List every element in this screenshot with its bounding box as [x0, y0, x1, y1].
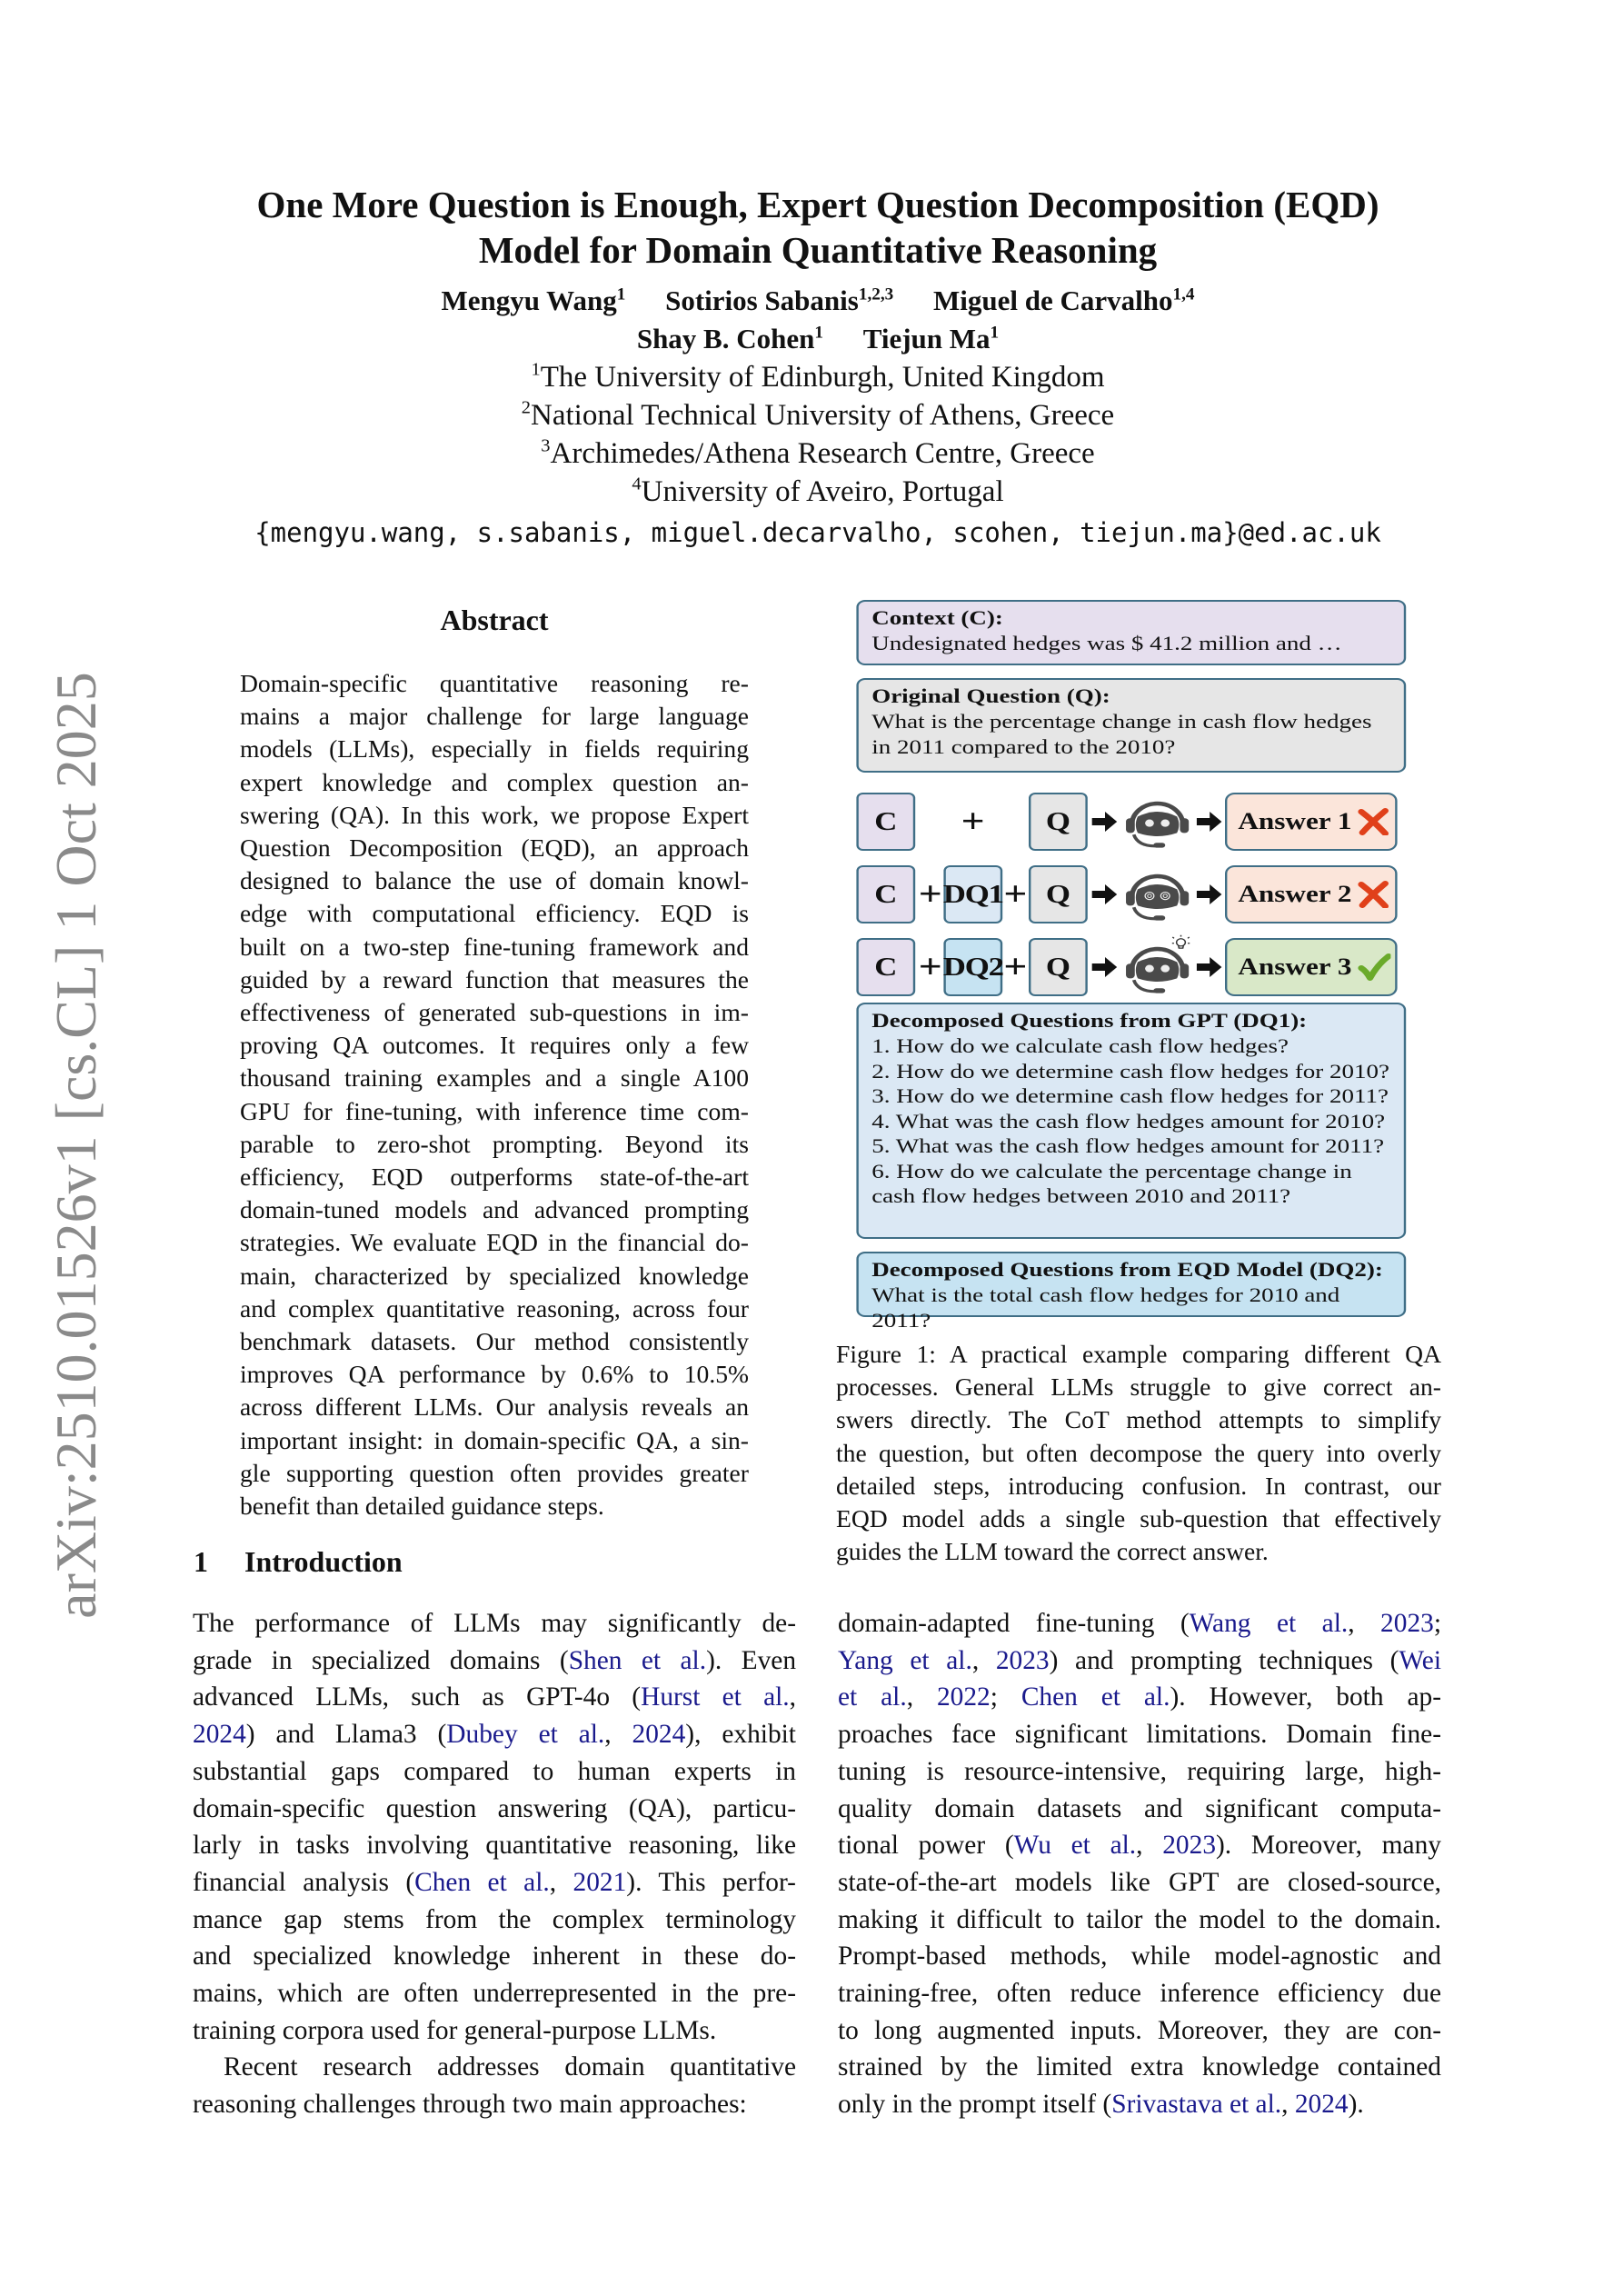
question-tile: Q: [1029, 865, 1088, 923]
arrow-right-icon: [1092, 793, 1119, 851]
author-row-1: [182, 282, 1454, 320]
text-line: proving QA outcomes. It requires only a few: [240, 1031, 749, 1060]
text-line: detailed steps, introducing confusion. In contrast, our: [836, 1471, 1441, 1500]
introduction-left-column: [193, 1605, 796, 2123]
citation-link[interactable]: 2023: [995, 1645, 1050, 1675]
dq2-text: What is the total cash flow hedges for 2010 and 2011?: [871, 1283, 1340, 1332]
author: Mengyu Wang$^1$: [441, 285, 626, 316]
text-run: ).: [1348, 2090, 1364, 2120]
affiliation: $^4$University of Aveiro, Portugal: [632, 474, 1004, 508]
author: Miguel de Carvalho$^{1,4}$: [933, 285, 1195, 316]
text-line: [193, 1679, 796, 1716]
text-line: important insight: in domain-specific QA, a sin-: [240, 1425, 749, 1454]
dq1-item: 2. How do we determine cash flow hedges for 2010?: [871, 1059, 1390, 1083]
answer-box: [1225, 938, 1398, 996]
text-line: gle supporting question often provides greater: [240, 1458, 749, 1487]
arrow-right-icon: [1197, 793, 1223, 851]
text-run: ,: [1348, 1609, 1381, 1638]
text-run: domain-adapted fine-tuning (: [838, 1609, 1190, 1638]
context-tile: C: [856, 865, 915, 923]
text-line: [838, 2049, 1441, 2086]
text-line: [193, 1902, 796, 1939]
text-run: training-free, often reduce inference efficiency due: [838, 1979, 1441, 2009]
text-line: [838, 2012, 1441, 2050]
text-line: strategies. We evaluate EQD in the financial do-: [240, 1228, 749, 1257]
citation-link[interactable]: 2023: [1162, 1831, 1217, 1861]
text-line: [193, 2049, 796, 2086]
figure-1-qa-comparison: [854, 591, 1530, 1336]
text-line: [193, 1753, 796, 1791]
text-run: ,: [906, 1682, 937, 1712]
text-run: ;: [1433, 1609, 1441, 1638]
text-line: [838, 1716, 1441, 1753]
eqd-decomposed-question-box: [856, 1252, 1406, 1332]
text-run: strained by the limited extra knowledge contained: [838, 2052, 1441, 2082]
text-line: domain-tuned models and advanced prompting: [240, 1195, 749, 1224]
text-run: mains, which are often underrepresented in the pre-: [193, 1979, 796, 2009]
robot-confused-icon: [1118, 860, 1196, 925]
text-line: [838, 2086, 1441, 2123]
title-block: [182, 182, 1454, 553]
plus-sign: +: [1003, 875, 1028, 913]
gpt-decomposed-questions-box: [856, 1003, 1406, 1239]
plus-sign: +: [918, 948, 942, 986]
text-run: ,: [789, 1682, 796, 1712]
text-run: ). This perfor-: [626, 1867, 796, 1897]
figure-1-caption: [836, 1338, 1441, 1568]
text-line: [838, 1642, 1441, 1680]
dq1-item: 4. What was the cash flow hedges amount for 2010?: [871, 1109, 1386, 1133]
introduction-right-column: [838, 1605, 1441, 2123]
text-line: models (LLMs), especially in fields requiring: [240, 734, 749, 764]
citation-link[interactable]: 2022: [936, 1682, 991, 1712]
answer-label: Answer 2: [1238, 881, 1352, 907]
plus-sign: +: [961, 803, 985, 841]
citation-link[interactable]: Wei: [1399, 1645, 1442, 1675]
text-line: [193, 1938, 796, 1975]
dq1-item: 5. What was the cash flow hedges amount for 2011?: [871, 1134, 1385, 1157]
text-run: domain-specific question answering (QA), particu-: [193, 1793, 796, 1823]
text-line: main, characterized by specialized knowledge: [240, 1261, 749, 1290]
lightbulb-icon: [1172, 935, 1190, 948]
question-tile: Q: [1029, 793, 1088, 851]
context-tile: C: [856, 793, 915, 851]
text-line: Domain-specific quantitative reasoning re-: [240, 669, 749, 697]
author-list: [182, 282, 1454, 358]
text-line: [838, 1605, 1441, 1642]
text-line: [193, 2086, 796, 2123]
dq1-heading: Decomposed Questions from GPT (DQ1):: [871, 1009, 1308, 1032]
text-run: training corpora used for general-purpose LLMs.: [193, 2015, 717, 2045]
text-line: built on a two-step fine-tuning framework and: [240, 932, 749, 961]
citation-link[interactable]: 2021: [573, 1867, 627, 1897]
text-run: ,: [1281, 2090, 1295, 2120]
text-line: [838, 1938, 1441, 1975]
affiliation: $^1$The University of Edinburgh, United Kingdom: [531, 359, 1105, 394]
text-run: ,: [971, 1645, 996, 1675]
text-run: substantial gaps compared to human experts in: [193, 1756, 796, 1786]
citation-link[interactable]: Wu et al.: [1013, 1831, 1137, 1861]
text-line: guided by a reward function that measures the: [240, 964, 749, 993]
text-run: grade in specialized domains (: [193, 1645, 569, 1675]
check-mark-icon: [1359, 953, 1389, 981]
citation-link[interactable]: et al.: [838, 1682, 907, 1712]
text-line: parable to zero-shot prompting. Beyond its: [240, 1129, 749, 1158]
original-question-box: [856, 678, 1406, 773]
text-line: Figure 1: A practical example comparing different QA: [836, 1340, 1441, 1368]
text-line: swers directly. The CoT method attempts to simplify: [836, 1405, 1441, 1434]
text-line: EQD model adds a single sub-question that effectively: [836, 1504, 1441, 1533]
text-run: proaches face significant limitations. Domain fine-: [838, 1720, 1441, 1750]
text-run: ). Moreover, many: [1216, 1831, 1441, 1861]
text-line: swering (QA). In this work, we propose Expert: [240, 800, 749, 829]
answer-label: Answer 1: [1238, 808, 1352, 834]
text-line: improves QA performance by 0.6% to 10.5%: [240, 1360, 749, 1389]
question-tile: Q: [1029, 938, 1088, 996]
text-line: GPU for fine-tuning, with inference time com-: [240, 1096, 749, 1125]
citation-link[interactable]: Yang et al.: [838, 1645, 972, 1675]
text-line: [838, 1753, 1441, 1791]
text-run: tuning is resource-intensive, requiring large, high-: [838, 1756, 1441, 1786]
affiliation: $^2$National Technical University of Athens, Greece: [521, 397, 1115, 432]
text-run: ), exhibit: [685, 1720, 796, 1750]
text-run: ,: [604, 1720, 632, 1750]
text-line: [838, 1975, 1441, 2012]
section-title: Introduction: [244, 1545, 403, 1578]
text-run: Prompt-based methods, while model-agnostic and: [838, 1942, 1441, 1972]
text-run: ). Even: [706, 1645, 797, 1675]
text-run: tional power (: [838, 1831, 1014, 1861]
context-box: [856, 600, 1406, 665]
text-line: expert knowledge and complex question an-: [240, 767, 749, 796]
text-line: [838, 1902, 1441, 1939]
decomposed-question-tile: DQ1: [943, 865, 1002, 923]
section-heading-introduction: [194, 1545, 403, 1579]
plus-sign: +: [1003, 948, 1028, 986]
abstract-body: [240, 667, 749, 1522]
author: Tiejun Ma$^1$: [862, 323, 1000, 354]
author-row-2: [182, 320, 1454, 358]
arrow-right-icon: [1092, 938, 1119, 996]
plus-sign: +: [918, 875, 942, 913]
citation-link[interactable]: Hurst et al.: [641, 1682, 790, 1712]
arrow-right-icon: [1092, 865, 1119, 923]
text-run: quality domain datasets and significant computa-: [838, 1793, 1441, 1823]
text-line: designed to balance the use of domain knowl-: [240, 866, 749, 895]
paper-title-line-2: Model for Domain Quantitative Reasoning: [478, 229, 1158, 271]
text-line: [193, 1827, 796, 1864]
section-number: 1: [194, 1545, 208, 1578]
dq1-item: 6. How do we calculate the percentage change in cash flow hedges between 2010 and 2011?: [871, 1159, 1352, 1207]
cross-mark-icon: [1359, 881, 1389, 908]
citation-link[interactable]: 2024: [193, 1720, 246, 1750]
text-line: processes. General LLMs struggle to give correct an-: [836, 1373, 1441, 1402]
text-line: the question, but often decompose the query into overly: [836, 1438, 1441, 1467]
paper-title-line-1: One More Question is Enough, Expert Question Decomposition (EQD): [256, 184, 1379, 225]
text-line: [193, 1642, 796, 1680]
author: Shay B. Cohen$^1$: [636, 323, 823, 354]
citation-link[interactable]: Chen et al.: [414, 1867, 550, 1897]
citation-link[interactable]: 2024: [632, 1720, 686, 1750]
text-line: [838, 1679, 1441, 1716]
text-run: ) and prompting techniques (: [1049, 1645, 1399, 1675]
text-line: across different LLMs. Our analysis reveals an: [240, 1393, 749, 1422]
abstract-heading: Abstract: [440, 604, 549, 636]
affiliation: $^3$Archimedes/Athena Research Centre, Greece: [541, 435, 1095, 470]
answer-box: [1225, 793, 1398, 851]
context-tile: C: [856, 938, 915, 996]
citation-link[interactable]: Chen et al.: [1021, 1682, 1170, 1712]
text-run: making it difficult to tailor the model to the domain.: [838, 1904, 1441, 1934]
citation-link[interactable]: 2023: [1380, 1609, 1434, 1638]
text-line: [838, 1827, 1441, 1864]
text-run: reasoning challenges through two main approaches:: [193, 2090, 747, 2120]
author: Sotirios Sabanis$^{1,2,3}$: [665, 285, 894, 316]
text-run: advanced LLMs, such as GPT-4o (: [193, 1682, 642, 1712]
answer-box: [1225, 865, 1398, 923]
dq1-item: 1. How do we calculate cash flow hedges?: [871, 1034, 1289, 1057]
dq2-heading: Decomposed Questions from EQD Model (DQ2):: [871, 1258, 1383, 1281]
citation-link[interactable]: Wang et al.: [1189, 1609, 1349, 1638]
context-text: Undesignated hedges was $ 41.2 million and …: [871, 632, 1342, 654]
text-run: The performance of LLMs may significantly de-: [193, 1609, 796, 1638]
dq1-item: 3. How do we determine cash flow hedges for 2011?: [871, 1084, 1389, 1107]
text-line: mains a major challenge for large language: [240, 702, 749, 731]
text-line: benefit than detailed guidance steps.: [240, 1492, 604, 1521]
text-line: [193, 1975, 796, 2012]
arrow-right-icon: [1197, 865, 1223, 923]
text-run: Recent research addresses domain quantitative: [224, 2052, 796, 2082]
question-text: What is the percentage change in cash flow hedges in 2011 compared to the 2010?: [871, 710, 1372, 758]
arxiv-identifier-stamp: arXiv:2510.01526v1 [cs.CL] 1 Oct 2025: [44, 672, 108, 1619]
citation-link[interactable]: Srivastava et al.: [1111, 2090, 1282, 2120]
text-line: efficiency, EQD outperforms state-of-the-art: [240, 1163, 749, 1192]
cross-mark-icon: [1359, 808, 1389, 835]
text-line: benchmark datasets. Our method consistently: [240, 1327, 749, 1356]
text-line: [838, 1791, 1441, 1828]
text-run: ;: [990, 1682, 1021, 1712]
text-line: edge with computational efficiency. EQD is: [240, 899, 749, 928]
text-line: thousand training examples and a single A100: [240, 1063, 749, 1093]
text-run: larly in tasks involving quantitative reasoning, like: [193, 1831, 796, 1861]
citation-link[interactable]: Dubey et al.: [446, 1720, 605, 1750]
text-run: state-of-the-art models like GPT are closed-source,: [838, 1867, 1441, 1897]
text-run: ,: [1136, 1831, 1163, 1861]
text-line: [193, 1716, 796, 1753]
text-line: effectiveness of generated sub-questions in im-: [240, 998, 749, 1027]
text-line: [193, 1791, 796, 1828]
text-run: ). However, both ap-: [1170, 1682, 1441, 1712]
robot-headset-icon: [1118, 787, 1196, 853]
text-line: [193, 1864, 796, 1902]
text-line: guides the LLM toward the correct answer.: [836, 1537, 1269, 1566]
robot-lightbulb-icon: [1118, 933, 1196, 998]
text-line: [193, 2012, 796, 2050]
arrow-right-icon: [1197, 938, 1223, 996]
text-line: Question Decomposition (EQD), an approach: [240, 834, 749, 863]
answer-label: Answer 3: [1238, 953, 1352, 980]
text-run: mance gap stems from the complex terminology: [193, 1904, 796, 1934]
text-line: [193, 1605, 796, 1642]
decomposed-question-tile: DQ2: [943, 938, 1002, 996]
text-line: [838, 1864, 1441, 1902]
context-heading: Context (C):: [871, 606, 1003, 629]
citation-link[interactable]: Shen et al.: [568, 1645, 707, 1675]
text-run: ) and Llama3 (: [245, 1720, 447, 1750]
text-run: only in the prompt itself (: [838, 2090, 1112, 2120]
text-line: and complex quantitative reasoning, across four: [240, 1293, 749, 1323]
author-emails: {mengyu.wang, s.sabanis, miguel.decarvalho, scohen, tiejun.ma}@ed.ac.uk: [254, 517, 1381, 548]
text-run: ,: [549, 1867, 573, 1897]
text-run: and specialized knowledge inherent in these do-: [193, 1942, 796, 1972]
text-run: to long augmented inputs. Moreover, they are con-: [838, 2015, 1441, 2045]
citation-link[interactable]: 2024: [1294, 2090, 1349, 2120]
question-heading: Original Question (Q):: [871, 684, 1110, 707]
text-run: financial analysis (: [193, 1867, 415, 1897]
